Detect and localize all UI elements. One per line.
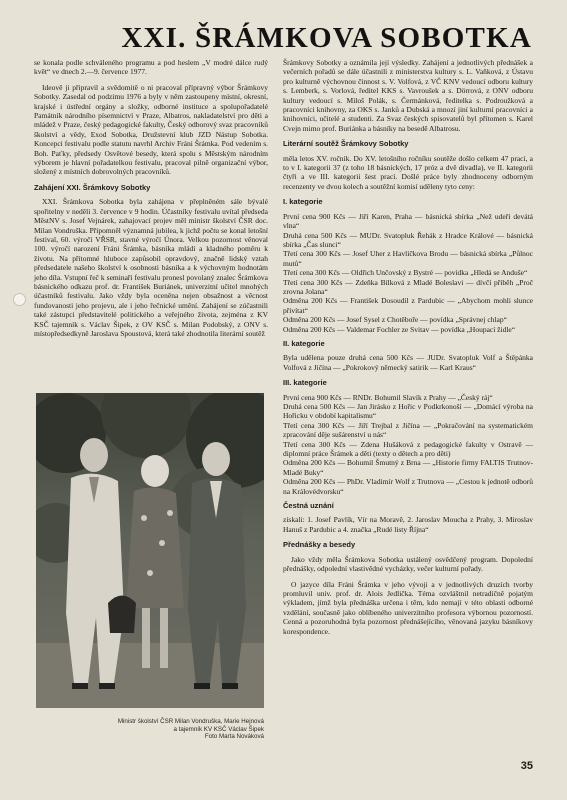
list-item: Odměna 200 Kčs — František Dosoudil z Pardubic — „Abychom mohli slunce přivítat“ xyxy=(283,296,533,315)
list-item: Třetí cena 300 Kčs — Zdeňka Bílková z Mladé Boleslavi — dívčí příběh „Proč zrovna Jolana“ xyxy=(283,277,533,296)
competition-paragraph: měla letos XV. ročník. Do XV. letošního ročníku soutěže došlo celkem 47 prací, a to v I. kategorii 37 (z toho 18 básnických, 17 próz a dvě divadla), ve II. kategorii čtyři a ve III. kategorii šest prací. Došlé práce byly zhodnoceny odborným recenzenty ve dvou kolech a soutěžní komisí uděleny tyto ceny: xyxy=(283,153,533,191)
preparation-paragraph: Ideově ji připravil a svědomitě o ni pracoval přípravný výbor Šrámkovy Sobotky. Zasedal od podzimu 1976 a byly v něm zastoupeny místní, okresní, krajské i ústřední orgány a složky, odborné instituce a spolupořadatelé Památník národního písemnictví v Praze, Albatros, nakladatelství pro děti a mládež v Praze, český pedagogické fakulty, Český odborový svaz pracovníků školství a vědy, Exod Sobotka, Družstevní klub JZD Nástup Sobotka. Koncepci festivalu podle statutu navrhl Archiv Fráni Šrámka. Pod vedením s. Boh. Paťky, předsedy Osvětové besedy, která spolu s Městským národním výborem je hlavní pořadatelkou festivalu, pracoval pilně organizační výbor, složený z místních dobrovolných pracovníků. xyxy=(34,82,268,177)
category-1-list xyxy=(283,212,533,334)
lectures-heading: Přednášky a besedy xyxy=(283,540,356,550)
competition-heading: Literární soutěž Šrámkovy Sobotky xyxy=(283,139,409,149)
category-1-heading: I. kategorie xyxy=(283,197,323,207)
list-item: Třetí cena 300 Kčs — Jiří Trejbal z Jičína — „Pokračování na systematickém zpracování děje sušárenství u nás“ xyxy=(283,420,533,440)
page-title: XXI. ŠRÁMKOVA SOBOTKA xyxy=(121,22,532,54)
left-column xyxy=(34,58,268,344)
right-column xyxy=(283,58,533,642)
honorable-mentions-heading: Čestná uznání xyxy=(283,501,334,511)
list-item: Třetí cena 300 Kčs — Oldřich Unčovský z Bystré — povídka „Hledá se Anduše“ xyxy=(283,268,528,278)
intro-paragraph: se konala podle schváleného programu a pod heslem „V modré dálce rudý květ“ ve dnech 2.—9. července 1977. xyxy=(34,58,268,77)
lectures-paragraph-1: Jako vždy měla Šrámkova Sobotka ustálený osvědčený program. Dopolední přednášky, odpolední vlastivědné vycházky, večer kulturní pořady. xyxy=(283,554,533,574)
photo-caption xyxy=(54,718,264,741)
list-item: Druhá cena 500 Kčs — Jan Jirásko z Hořic v Podkrkonoší — „Domácí výroba na Hořicku v období kapitalismu“ xyxy=(283,402,533,421)
opening-paragraph: XXI. Šrámkova Sobotka byla zahájena v přeplněném sále bývalé spořitelny v neděli 3. července v 9 hodin. Účastníky festivalu uvítal předseda MěstNV s. Josef Vejnárek, zahajovací projev měl ministr školství ČSR doc. Milan Vondruška. Připomněl významná jubilea, k jichž počtu se konal letošní festival, 60. výročí VŘSR, stavné výročí Února. Velkou pozornost věnoval 100. výročí narození Fráni Šrámka, básníka mládí a kladného poměru k životu. Na přítomné hluboce zapůsobil opravdový, značně lidský vztah předsedatele našeho školství k osobnosti básníka a k výchovným hodnotám jeho díla. Vstupní řeč k seminaři festivalu pronesl povolaný znalec Šrámkova básnického odkazu prof. dr. František Buriánek, univerzitní učitel mnohých účastníků festivalu. Jako vždy byla oceněna nejen obsažnost a věcnost fundovanosti jeho projevu, ale i jeho řečnické umění. Zahájení se zúčastnili také zástupci představitelé politického a veřejného života, zejména z KV KSČ tajemník s. Václav Šipek, z OV KSČ s. Milan Podobský, z ONV s. místopředsedkyně Jaroslava Spoustová, která také zhodnotila literární soutěž xyxy=(34,197,268,338)
list-item: Druhá cena 500 Kčs — MUDr. Svatopluk Řehák z Hradce Králové — básnická sbírka „Čas slunci“ xyxy=(283,230,533,249)
photo-credit: Foto Marta Nováková xyxy=(204,733,264,741)
category-3-heading: III. kategorie xyxy=(283,378,327,388)
photo-illustration xyxy=(36,393,264,708)
caption-line-2: a tajemník KV KSČ Václav Šipek xyxy=(173,725,264,733)
list-item: První cena 900 Kčs — Jiří Karen, Praha — básnická sbírka „Než udeří devátá vlna“ xyxy=(283,211,533,231)
continuation-paragraph: Šrámkovy Sobotky a oznámila její výsledky. Zahájení a jednotlivých přednášek a večerních pořadů se dále účastnili z ministerstva kultury s. L. Vaňková, z Ústavu pro kulturně výchovnou činnost s. V. Volfová, z VČ KNV vedoucí odboru kultury s. Lemberk, s. Vorlová, ředitel KKS s. Vavroušek a s. Dörrová, z ONV odboru kultury vedoucí s. Miloš Polák, s. Čermánková, ředitelka s. Podroužková a pracovníci knihovny, za OKS s. Janků a Dubská a mnozí jiní kulturní pracovníci a knihovníci, učitelé a studenti. Za Svaz českých spisovatelů byl přítomen s. Karel Cvejn mimo prof. Buriánka a básníky na besedě Albatrosu. xyxy=(283,58,533,133)
list-item: Třetí cena 300 Kčs — Josef Uher z Havlíčkova Brodu — básnická sbírka „Půlnoc mutů“ xyxy=(283,249,533,268)
page-number: 35 xyxy=(520,760,533,772)
category-2-text: Byla udělena pouze druhá cena 500 Kčs — JUDr. Svatopluk Volf a Štěpánka Volfová z Jičína — „Pokrokový německý satirik — Karl Kraus“ xyxy=(283,353,533,372)
honorable-mentions-text: získali: 1. Josef Pavlík, Vír na Moravě, 2. Jaroslav Moucha z Prahy, 3. Miroslav Hanuš z Pardubic a 4. značka „Rudé listy Října“ xyxy=(283,515,533,534)
caption-line-1: Ministr školství ČSR Milan Vondruška, Marie Hejnová xyxy=(117,718,264,725)
list-item: Odměna 200 Kčs — Bohumil Šmutný z Brna — „Historie firmy FALTIS Trutnov-Mladé Buky“ xyxy=(283,458,533,477)
list-item: Třetí cena 300 Kčs — Zdena Hušáková z pedagogické fakulty v Ostravě — diplomní práce Šrámek a děti (texty o dětech a pro děti) xyxy=(283,439,533,459)
category-2-heading: II. kategorie xyxy=(283,338,325,348)
festival-photo xyxy=(36,393,264,708)
punch-hole xyxy=(13,293,26,306)
list-item: První cena 900 Kčs — RNDr. Bohumil Slavík z Prahy — „Český ráj“ xyxy=(283,392,493,402)
list-item: Odměna 200 Kčs — Valdemar Fochler ze Svitav — povídka „Houpací židle“ xyxy=(283,324,516,334)
lectures-paragraph-2: O jazyce díla Fráni Šrámka v jeho vývoji a v jednotlivých druzích tvorby promluvil univ. prof. dr. Alois Jedlička. Téma ozvláštnil netradičně pojatým výkladem, jímž byla přednáška určena i těm, kdo nemají v této oblasti odborné vzdělání, současně jako oblíbeného univerzitního profesora výbornou pozorností. Cenná a pozoruhodná byla pozornost přednášejícího, věnovaná jazyku básníkovy korespondence. xyxy=(283,579,533,636)
list-item: Odměna 200 Kčs — PhDr. Vladimír Wolf z Trutnova — „Cestou k jednotě odborů na Královédvorsku“ xyxy=(283,477,533,496)
category-3-list xyxy=(283,393,533,496)
list-item: Odměna 200 Kčs — Josef Sysel z Chotěboře — povídka „Správnej chlap“ xyxy=(283,315,507,325)
opening-heading: Zahájení XXI. Šrámkovy Sobotky xyxy=(34,182,151,192)
